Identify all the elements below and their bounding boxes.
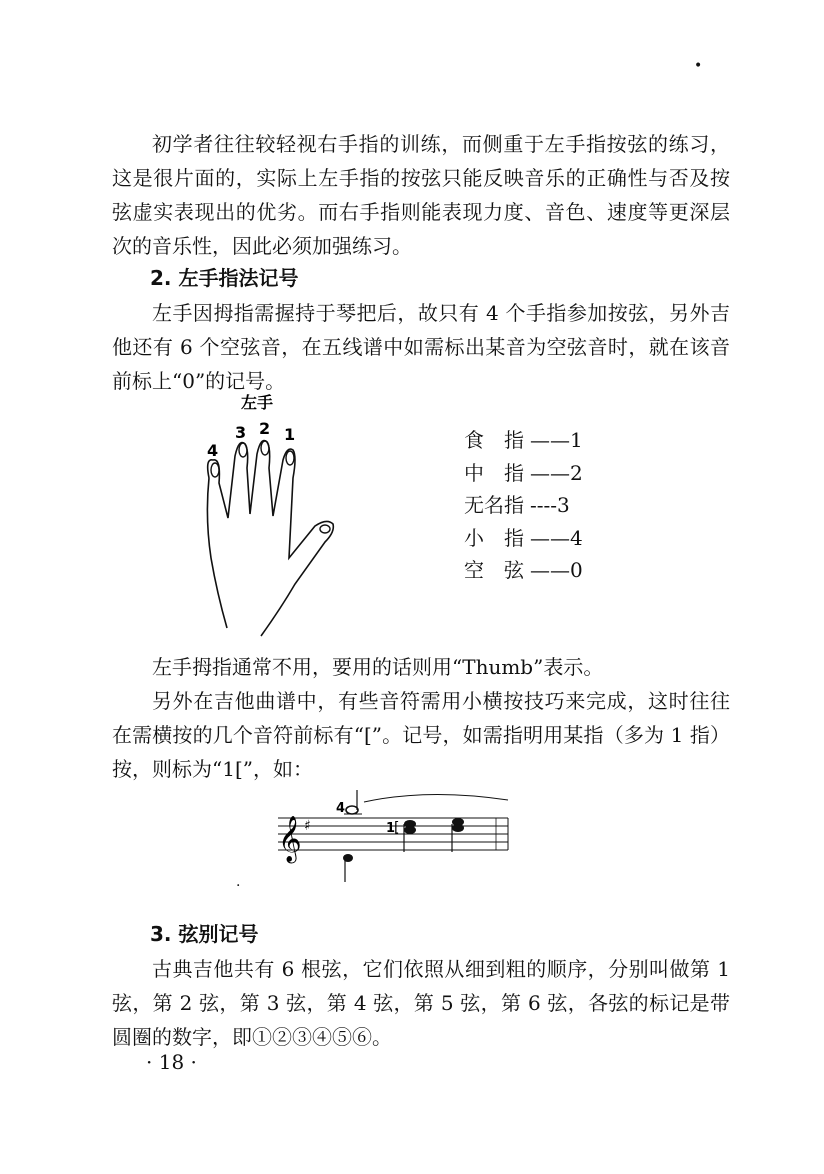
hand-outline (207, 441, 333, 637)
note-head (404, 826, 416, 834)
hand-title: 左手 (241, 393, 274, 412)
legend-finger-name: 中 指 (464, 460, 524, 485)
legend-number: 4 (570, 525, 583, 550)
legend-dash: —— (530, 428, 570, 452)
finger-label-3: 3 (235, 423, 247, 442)
legend-row (464, 522, 583, 555)
legend-finger-name: 无名指 (464, 493, 524, 517)
barre-bracket: [ (394, 820, 400, 836)
legend-row (464, 554, 583, 587)
half-note-head (346, 806, 358, 814)
legend-row (464, 489, 583, 522)
heading-left-hand-fingering: 2. 左手指法记号 (150, 266, 299, 290)
legend-dash: —— (530, 558, 570, 582)
stray-dot: • (694, 58, 703, 74)
page-number: · 18 · (146, 1050, 197, 1074)
legend-finger-name: 小 指 (464, 525, 524, 550)
legend-number: 3 (557, 493, 570, 517)
finger-label-4: 4 (207, 441, 219, 460)
music-notation-example (278, 790, 518, 890)
legend-finger-name: 空 弦 (464, 558, 524, 582)
legend-number: 0 (570, 558, 583, 582)
finger-number-legend (464, 424, 583, 587)
legend-row (464, 457, 583, 490)
finger-label-2: 2 (259, 419, 271, 438)
heading-string-marks: 3. 弦别记号 (150, 922, 259, 946)
legend-number: 1 (570, 428, 583, 452)
paragraph-strings: 古典吉他共有 6 根弦，它们依照从细到粗的顺序，分别叫做第 1 弦，第 2 弦，第 3 弦，第 4 弦，第 5 弦，第 6 弦，各弦的标记是带圆圈的数字，即①②③④⑤⑥。 (112, 957, 730, 1049)
legend-number: 2 (570, 460, 583, 485)
finger-label-1: 1 (284, 425, 296, 444)
slur-line (364, 794, 508, 802)
paragraph-right-hand: 初学者往往较轻视右手指的训练，而侧重于左手指按弦的练习，这是很片面的，实际上左手指的按弦只能反映音乐的正确性与否及按弦虚实表现出的优劣。而右手指则能表现力度、音色、速度等更深层次的音乐性，因此必须加强练习。 (112, 132, 730, 258)
paragraph-barre: 另外在吉他曲谱中，有些音符需用小横按技巧来完成，这时往往在需横按的几个音符前标有“[”。记号，如需指明用某指（多为 1 指）按，则标为“1[”，如： (112, 689, 730, 781)
legend-finger-name: 食 指 (464, 428, 524, 452)
note-head (452, 824, 464, 832)
treble-clef-icon: 𝄞 (278, 816, 302, 862)
paragraph-left-hand: 左手因拇指需握持于琴把后，故只有 4 个手指参加按弦，另外吉他还有 6 个空弦音，在五线谱中如需标出某音为空弦音时，就在该音前标上“0”的记号。 (112, 301, 730, 393)
legend-dash: —— (530, 525, 570, 550)
stray-dot: · (236, 878, 241, 894)
legend-dash: —— (530, 460, 570, 485)
legend-dash: ---- (530, 493, 558, 517)
left-hand-illustration (195, 388, 335, 638)
finger-mark-1: 1 (386, 821, 396, 836)
legend-row (464, 424, 583, 457)
key-signature-sharp-icon: ♯ (304, 818, 311, 834)
paragraph-thumb: 左手拇指通常不用，要用的话则用“Thumb”表示。 (152, 655, 604, 679)
finger-mark-4: 4 (336, 801, 346, 816)
